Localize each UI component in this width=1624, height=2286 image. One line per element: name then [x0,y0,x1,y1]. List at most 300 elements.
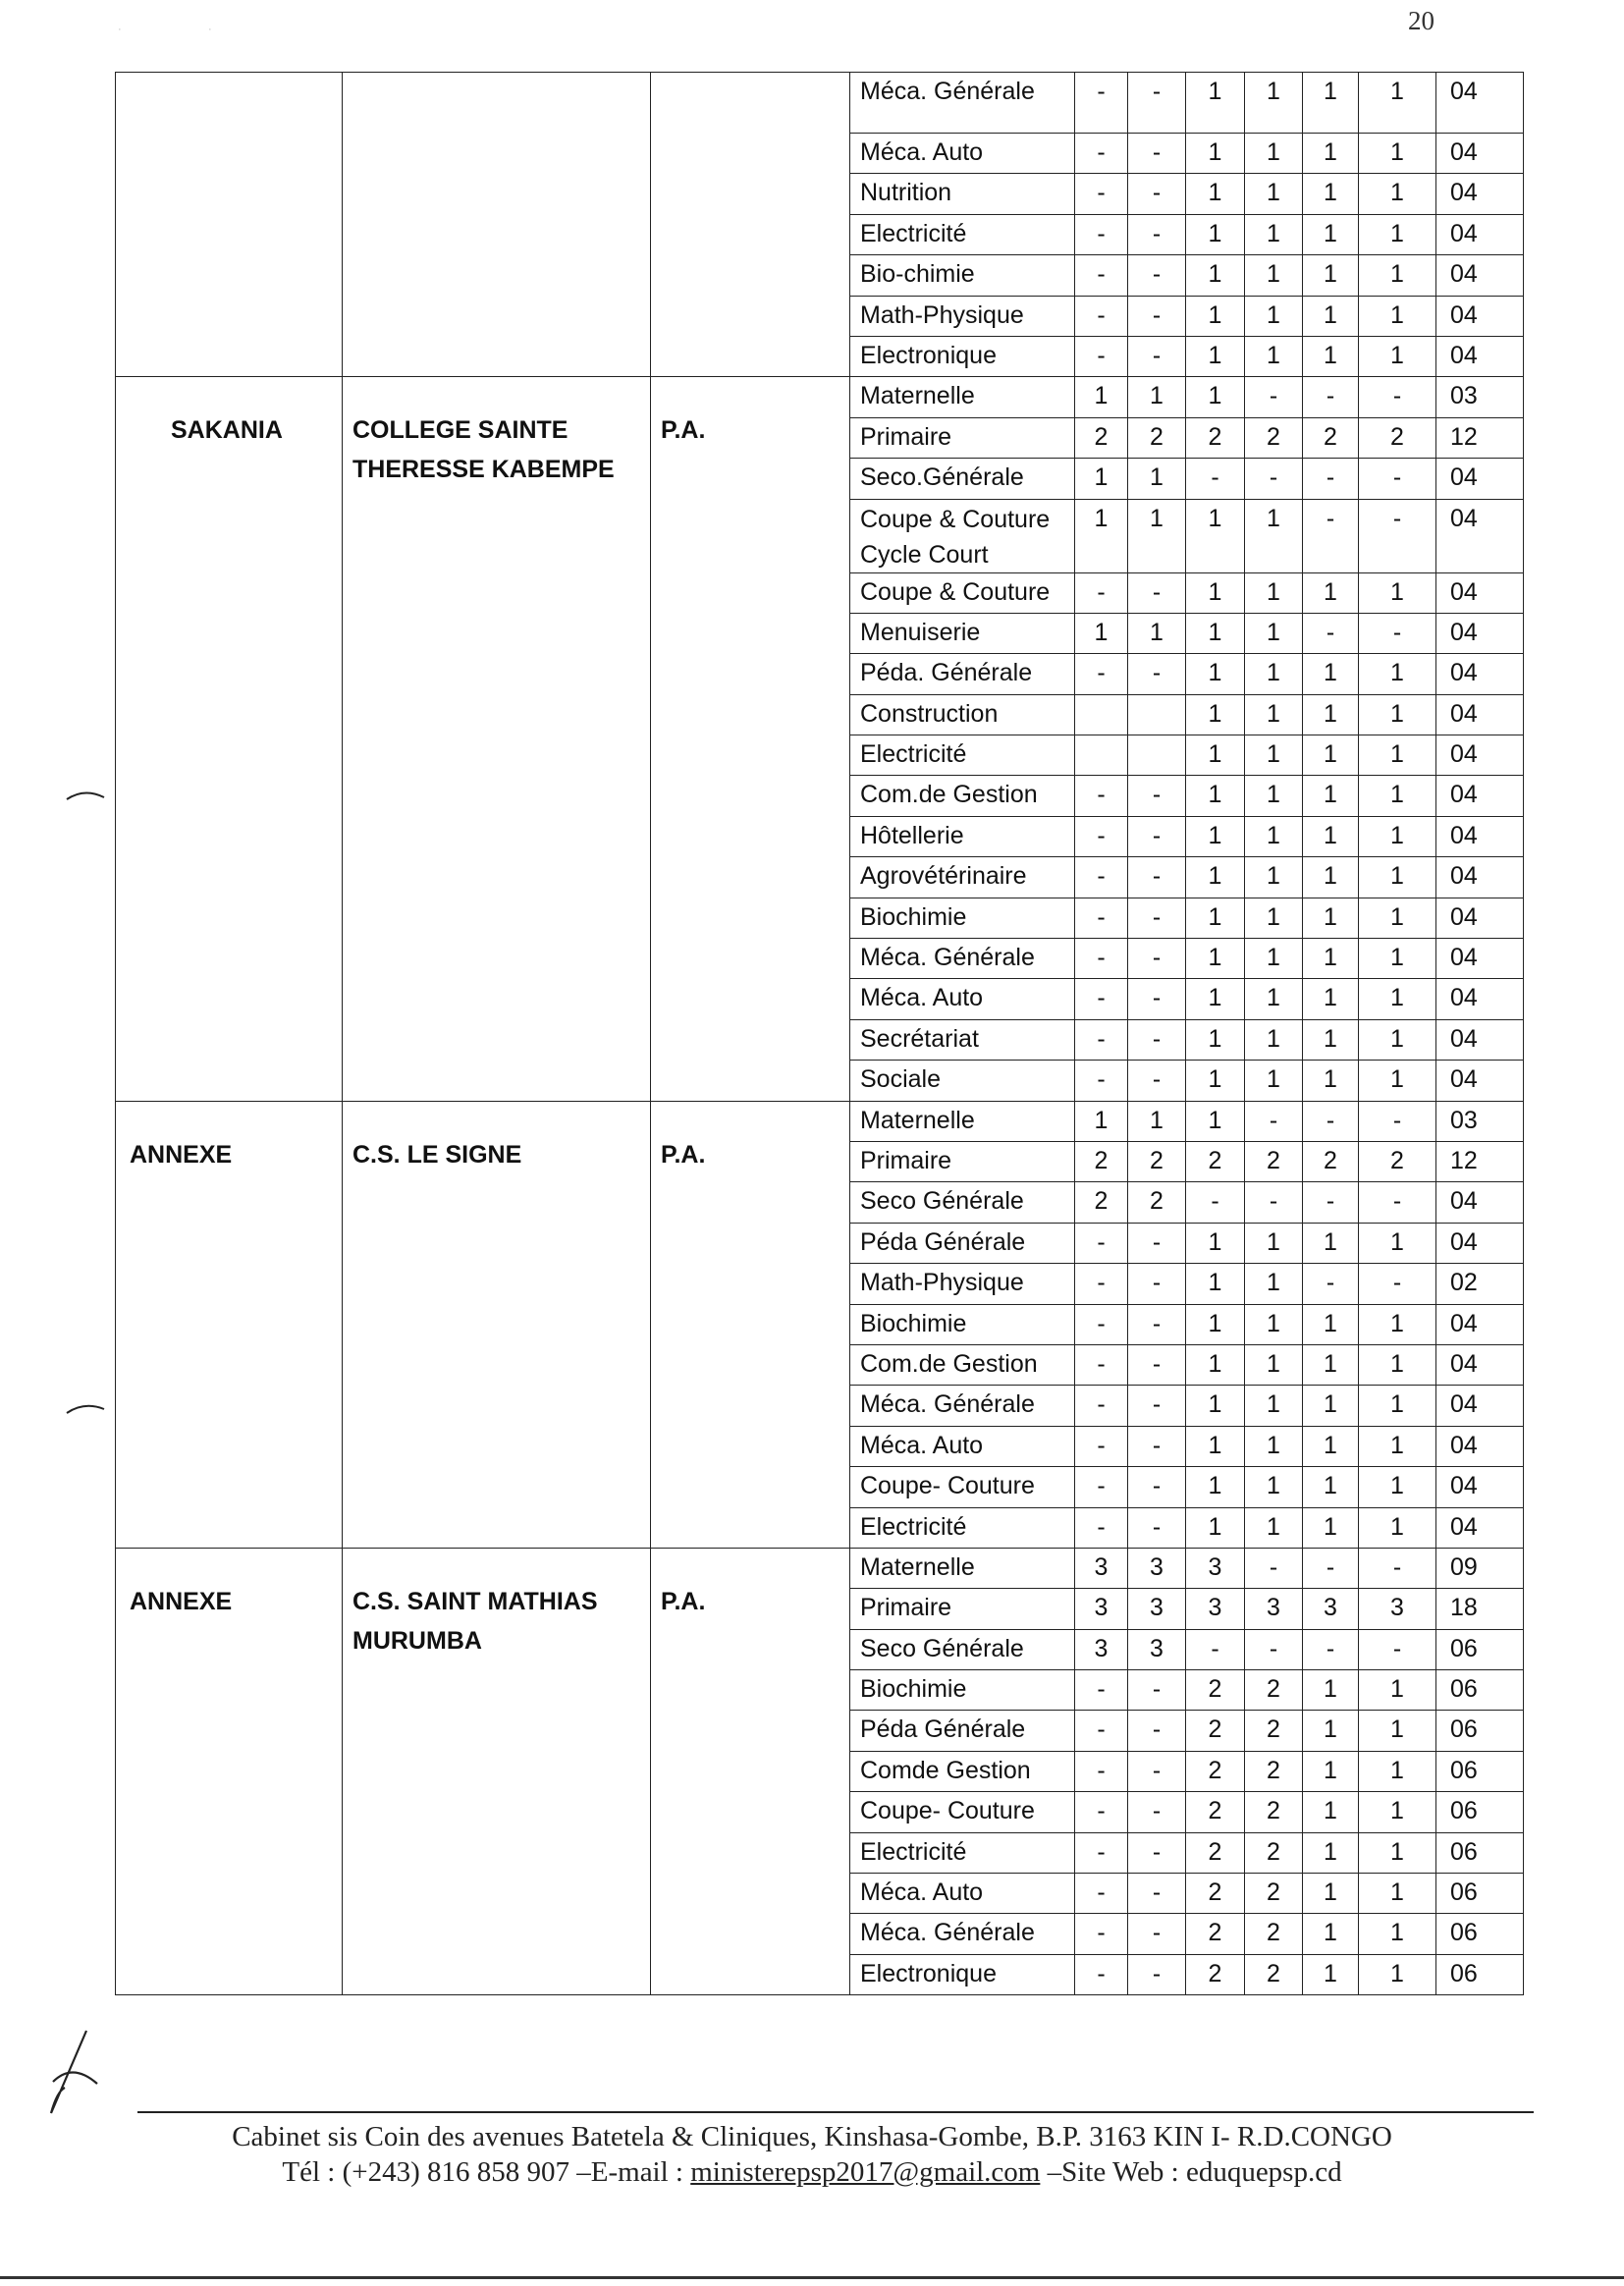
total-cell: 04 [1436,1426,1524,1466]
count-cell: 3 [1075,1629,1128,1669]
count-cell: - [1075,1914,1128,1954]
count-cell: 1 [1245,174,1303,214]
count-cell: 1 [1303,694,1359,735]
status-cell: P.A. [651,1548,850,1994]
count-cell: 1 [1186,694,1245,735]
total-cell: 06 [1436,1832,1524,1873]
footer-address: Cabinet sis Coin des avenues Batetela & Cliniques, Kinshasa-Gombe, B.P. 3163 KIN I- R.D.CONGO [232,2121,1392,2152]
footer-website: –Site Web : eduquepsp.cd [1040,2156,1342,2188]
count-cell: 2 [1186,417,1245,458]
count-cell: 1 [1303,939,1359,979]
count-cell: 1 [1303,1832,1359,1873]
total-cell: 06 [1436,1792,1524,1832]
count-cell: 1 [1359,1467,1436,1507]
status-cell: P.A. [651,1101,850,1548]
total-cell: 04 [1436,1061,1524,1101]
count-cell: - [1128,174,1186,214]
count-cell: - [1075,134,1128,174]
table-row [116,73,1524,134]
count-cell: - [1186,1182,1245,1223]
count-cell: - [1128,979,1186,1019]
count-cell: 2 [1186,1914,1245,1954]
count-cell: - [1303,377,1359,417]
count-cell: 2 [1128,1141,1186,1181]
total-cell: 04 [1436,255,1524,296]
option-cell: Biochimie [850,1670,1075,1711]
zone-cell: ANNEXE [116,1548,343,1994]
count-cell: 1 [1245,1426,1303,1466]
count-cell: 1 [1303,1467,1359,1507]
option-cell: Méca. Auto [850,134,1075,174]
school-cell [343,73,651,377]
count-cell: - [1128,1832,1186,1873]
option-cell: Biochimie [850,898,1075,938]
count-cell: 2 [1359,417,1436,458]
count-cell: 1 [1245,1019,1303,1060]
count-cell: 1 [1245,73,1303,134]
option-cell: Méca. Générale [850,1914,1075,1954]
count-cell: 3 [1359,1589,1436,1629]
count-cell: 2 [1075,1182,1128,1223]
count-cell: - [1075,73,1128,134]
count-cell: - [1075,174,1128,214]
page-number: 20 [1408,6,1435,35]
count-cell: 2 [1359,1141,1436,1181]
total-cell: 04 [1436,174,1524,214]
count-cell: 1 [1303,1019,1359,1060]
count-cell: 1 [1359,214,1436,254]
count-cell: - [1075,1223,1128,1263]
count-cell: 1 [1359,174,1436,214]
option-cell: Seco Générale [850,1182,1075,1223]
handwritten-initial-mark [43,2023,112,2121]
count-cell: 1 [1245,214,1303,254]
count-cell: - [1128,1344,1186,1385]
option-cell: Hôtellerie [850,816,1075,856]
count-cell: 1 [1245,654,1303,694]
count-cell: - [1128,1711,1186,1751]
count-cell: 2 [1186,1954,1245,1994]
count-cell: 1 [1359,857,1436,898]
total-cell: 04 [1436,134,1524,174]
count-cell: 1 [1075,1101,1128,1141]
count-cell: - [1075,857,1128,898]
total-cell: 04 [1436,1344,1524,1385]
total-cell: 06 [1436,1629,1524,1669]
count-cell: 1 [1303,654,1359,694]
total-cell: 04 [1436,1467,1524,1507]
count-cell: - [1128,1914,1186,1954]
option-cell: Menuiserie [850,613,1075,653]
count-cell: 2 [1303,417,1359,458]
count-cell: 1 [1303,857,1359,898]
zone-cell: SAKANIA [116,377,343,1101]
count-cell: 1 [1303,1954,1359,1994]
footer-email-link[interactable]: ministerepsp2017@gmail.com [690,2156,1041,2188]
total-cell: 04 [1436,776,1524,816]
count-cell: - [1128,1954,1186,1994]
count-cell: - [1128,336,1186,376]
count-cell: 1 [1359,898,1436,938]
count-cell: 1 [1186,296,1245,336]
total-cell: 04 [1436,816,1524,856]
count-cell: 1 [1186,1507,1245,1548]
count-cell: - [1128,1670,1186,1711]
count-cell: 2 [1186,1832,1245,1873]
count-cell: - [1303,1101,1359,1141]
count-cell: - [1128,816,1186,856]
count-cell: 1 [1303,1304,1359,1344]
option-cell: Méca. Auto [850,1874,1075,1914]
count-cell: 1 [1245,776,1303,816]
count-cell: 1 [1359,979,1436,1019]
count-cell: 1 [1245,1344,1303,1385]
count-cell: 1 [1303,572,1359,613]
count-cell: 1 [1303,735,1359,776]
count-cell: 3 [1075,1589,1128,1629]
margin-tick-mark [65,1399,108,1419]
option-cell: Com.de Gestion [850,776,1075,816]
count-cell: - [1075,654,1128,694]
school-cell: COLLEGE SAINTE THERESSE KABEMPE [343,377,651,1101]
count-cell: - [1186,459,1245,499]
count-cell: - [1128,1426,1186,1466]
count-cell: 2 [1186,1670,1245,1711]
total-cell: 04 [1436,939,1524,979]
count-cell [1128,735,1186,776]
option-cell: Coupe- Couture [850,1792,1075,1832]
count-cell: - [1303,459,1359,499]
count-cell: 1 [1245,694,1303,735]
count-cell: 2 [1245,417,1303,458]
count-cell: 1 [1303,1223,1359,1263]
count-cell: - [1128,1751,1186,1791]
count-cell: - [1075,939,1128,979]
total-cell: 04 [1436,499,1524,572]
count-cell: 1 [1359,1426,1436,1466]
count-cell: - [1245,377,1303,417]
count-cell: - [1128,296,1186,336]
count-cell: 1 [1303,134,1359,174]
count-cell: 1 [1359,1874,1436,1914]
count-cell: 1 [1186,1061,1245,1101]
count-cell: 2 [1245,1832,1303,1873]
count-cell: 1 [1186,898,1245,938]
total-cell: 06 [1436,1711,1524,1751]
status-cell: P.A. [651,377,850,1101]
count-cell: - [1075,1061,1128,1101]
count-cell: - [1075,1874,1128,1914]
count-cell: 1 [1303,1386,1359,1426]
scan-artifact: · [208,24,212,35]
count-cell: 1 [1186,1019,1245,1060]
count-cell: - [1075,1304,1128,1344]
total-cell: 03 [1436,1101,1524,1141]
count-cell: 1 [1186,174,1245,214]
count-cell: - [1128,1264,1186,1304]
count-cell: 2 [1186,1792,1245,1832]
count-cell: 1 [1186,214,1245,254]
count-cell [1075,735,1128,776]
option-cell: Nutrition [850,174,1075,214]
count-cell: - [1128,134,1186,174]
count-cell: 1 [1303,1507,1359,1548]
option-cell: Bio-chimie [850,255,1075,296]
count-cell: 1 [1245,1304,1303,1344]
count-cell: - [1075,255,1128,296]
table-row [116,1101,1524,1141]
count-cell: 1 [1245,336,1303,376]
count-cell: 1 [1075,613,1128,653]
total-cell: 04 [1436,857,1524,898]
total-cell: 03 [1436,377,1524,417]
count-cell: 2 [1128,1182,1186,1223]
option-cell: Seco Générale [850,1629,1075,1669]
option-cell: Méca. Auto [850,979,1075,1019]
count-cell: 1 [1359,1914,1436,1954]
count-cell: 1 [1303,898,1359,938]
count-cell: - [1075,898,1128,938]
allocation-table [115,72,1524,1995]
count-cell: 1 [1245,857,1303,898]
count-cell: - [1075,214,1128,254]
total-cell: 04 [1436,1223,1524,1263]
count-cell: 1 [1359,816,1436,856]
total-cell: 04 [1436,296,1524,336]
count-cell: 1 [1359,1670,1436,1711]
count-cell: 1 [1359,572,1436,613]
count-cell: - [1128,1061,1186,1101]
count-cell: - [1245,1182,1303,1223]
zone-cell [116,73,343,377]
count-cell: - [1075,1792,1128,1832]
count-cell: 1 [1245,979,1303,1019]
count-cell: 1 [1303,214,1359,254]
count-cell: 1 [1186,939,1245,979]
option-cell: Primaire [850,417,1075,458]
total-cell: 09 [1436,1548,1524,1588]
count-cell: 1 [1245,134,1303,174]
count-cell: 1 [1303,1874,1359,1914]
option-cell: Electronique [850,1954,1075,1994]
school-cell: C.S. SAINT MATHIAS MURUMBA [343,1548,651,1994]
zone-cell: ANNEXE [116,1101,343,1548]
count-cell: 1 [1303,1061,1359,1101]
table-row [116,377,1524,417]
count-cell: 1 [1186,613,1245,653]
option-cell: Math-Physique [850,1264,1075,1304]
option-cell: Sociale [850,1061,1075,1101]
option-cell: Electricité [850,1832,1075,1873]
total-cell: 04 [1436,1019,1524,1060]
option-cell: Méca. Générale [850,73,1075,134]
count-cell: - [1359,499,1436,572]
option-cell: Péda Générale [850,1223,1075,1263]
count-cell: 1 [1245,255,1303,296]
count-cell: - [1303,1182,1359,1223]
count-cell: - [1303,1548,1359,1588]
count-cell: 1 [1359,255,1436,296]
count-cell: 1 [1186,1467,1245,1507]
count-cell: - [1359,459,1436,499]
count-cell: - [1128,898,1186,938]
school-cell: C.S. LE SIGNE [343,1101,651,1548]
count-cell: - [1128,1874,1186,1914]
count-cell: 1 [1359,336,1436,376]
count-cell: 1 [1359,694,1436,735]
count-cell: - [1303,1629,1359,1669]
count-cell: 1 [1186,654,1245,694]
count-cell: - [1075,1386,1128,1426]
total-cell: 06 [1436,1914,1524,1954]
count-cell: - [1128,255,1186,296]
option-cell: Electricité [850,214,1075,254]
option-cell: Electronique [850,336,1075,376]
count-cell: 2 [1245,1792,1303,1832]
count-cell: 1 [1303,1426,1359,1466]
count-cell: 2 [1075,417,1128,458]
count-cell: - [1075,1507,1128,1548]
footer-phone: Tél : (+243) 816 858 907 –E-mail : [282,2156,691,2188]
scan-artifact: · [118,24,122,35]
count-cell: 1 [1245,939,1303,979]
count-cell: - [1128,572,1186,613]
count-cell: 3 [1245,1589,1303,1629]
count-cell: 1 [1359,1711,1436,1751]
count-cell: 2 [1245,1914,1303,1954]
count-cell: 2 [1186,1751,1245,1791]
count-cell: 1 [1359,1061,1436,1101]
option-cell: Primaire [850,1141,1075,1181]
option-cell: Agrovétérinaire [850,857,1075,898]
count-cell: 1 [1186,1223,1245,1263]
count-cell: 3 [1128,1629,1186,1669]
count-cell: - [1303,499,1359,572]
count-cell: - [1128,1386,1186,1426]
count-cell: 1 [1245,296,1303,336]
option-cell: Péda Générale [850,1711,1075,1751]
option-cell: Secrétariat [850,1019,1075,1060]
count-cell: 1 [1303,776,1359,816]
count-cell: 1 [1303,1711,1359,1751]
count-cell: 1 [1303,1344,1359,1385]
count-cell: - [1128,939,1186,979]
count-cell: - [1128,1792,1186,1832]
total-cell: 04 [1436,694,1524,735]
count-cell: 2 [1245,1751,1303,1791]
count-cell: - [1075,1832,1128,1873]
count-cell: 1 [1303,1670,1359,1711]
count-cell: 1 [1075,459,1128,499]
count-cell: 2 [1245,1141,1303,1181]
option-cell: Com.de Gestion [850,1344,1075,1385]
count-cell: - [1075,1954,1128,1994]
count-cell: 1 [1075,377,1128,417]
count-cell: 1 [1359,1792,1436,1832]
count-cell: 1 [1128,499,1186,572]
total-cell: 04 [1436,979,1524,1019]
count-cell: 2 [1245,1874,1303,1914]
count-cell: - [1128,1019,1186,1060]
count-cell: 3 [1075,1548,1128,1588]
count-cell: - [1303,1264,1359,1304]
count-cell: - [1128,857,1186,898]
count-cell: 2 [1245,1711,1303,1751]
count-cell: 1 [1245,1061,1303,1101]
count-cell: 1 [1186,1264,1245,1304]
count-cell: - [1245,1548,1303,1588]
count-cell: 2 [1186,1141,1245,1181]
count-cell: - [1128,1507,1186,1548]
table-row [116,1548,1524,1588]
count-cell: 1 [1359,1954,1436,1994]
count-cell: 1 [1186,377,1245,417]
count-cell: - [1359,1629,1436,1669]
count-cell: 2 [1186,1711,1245,1751]
count-cell: 1 [1186,134,1245,174]
count-cell [1128,694,1186,735]
option-cell: Coupe & Couture [850,572,1075,613]
total-cell: 18 [1436,1589,1524,1629]
option-cell: Méca. Générale [850,1386,1075,1426]
count-cell: - [1075,1467,1128,1507]
count-cell: - [1128,1304,1186,1344]
count-cell: 1 [1359,73,1436,134]
count-cell: - [1075,572,1128,613]
count-cell: 1 [1359,296,1436,336]
total-cell: 06 [1436,1954,1524,1994]
count-cell: 1 [1303,73,1359,134]
total-cell: 04 [1436,654,1524,694]
count-cell: 2 [1186,1874,1245,1914]
count-cell: 1 [1186,572,1245,613]
count-cell: 1 [1186,1101,1245,1141]
count-cell: - [1245,459,1303,499]
count-cell: 1 [1303,174,1359,214]
count-cell: 1 [1359,1223,1436,1263]
count-cell: 1 [1186,979,1245,1019]
count-cell: - [1245,1101,1303,1141]
count-cell: 1 [1245,816,1303,856]
count-cell: 1 [1303,816,1359,856]
count-cell: 1 [1359,134,1436,174]
count-cell: - [1128,654,1186,694]
count-cell: 1 [1359,1507,1436,1548]
count-cell: 1 [1303,1751,1359,1791]
count-cell: 3 [1128,1589,1186,1629]
option-cell: Seco.Générale [850,459,1075,499]
count-cell: 1 [1075,499,1128,572]
count-cell: 1 [1186,1344,1245,1385]
count-cell: 1 [1186,336,1245,376]
total-cell: 02 [1436,1264,1524,1304]
count-cell: - [1128,776,1186,816]
count-cell: 1 [1245,1264,1303,1304]
margin-tick-mark [65,786,108,805]
total-cell: 04 [1436,459,1524,499]
total-cell: 12 [1436,417,1524,458]
option-cell: Méca. Générale [850,939,1075,979]
count-cell: 1 [1359,1386,1436,1426]
count-cell: - [1359,1264,1436,1304]
count-cell: - [1128,214,1186,254]
count-cell: - [1128,1467,1186,1507]
count-cell: 1 [1359,1019,1436,1060]
count-cell: - [1128,1223,1186,1263]
count-cell: 1 [1303,1792,1359,1832]
total-cell: 04 [1436,735,1524,776]
count-cell: 1 [1359,654,1436,694]
